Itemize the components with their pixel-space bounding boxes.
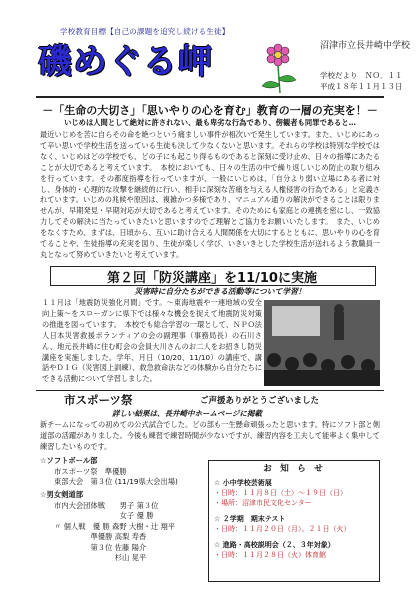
notice-item [214, 514, 374, 534]
article2-body: １１月は「地震防災強化月間」です。～東海地震や一連地域の安全向上策～をスローガンに県下では様々な機会を捉えて地震防災対策の推進を図っています。 本校でも総合学習の一環として、ＮＰＯ法人日本災害救援ボランティアの会の副理事（事務局長）の石川さん、地元長井崎に住む町会の会員大川さんのお二人をお招きし防災講座を実施しました。学年、月日（10/20、11/10）の講座で、講話やＤＩＧ（災害図上訓練）、救急救命法などの体験から自分たちにできる活動について学習しました。 [42, 298, 262, 384]
kendo-result: 第３位 佐藤 陽介 [54, 542, 147, 552]
article3-subheadline: 詳しい結果は、長井崎中ホームページに掲載 [112, 409, 262, 418]
notice-item-detail: ・日時：１１月２８日（火）体育館 [214, 551, 326, 559]
issue-date: 平成１８年１１月１３日 [320, 82, 403, 91]
article1-headline: －「生命の大切さ」「思いやりの心を育む」教育の一層の充実を！－ [42, 104, 378, 117]
article1-subheadline: いじめは人間として絶対に許されない、最も卑劣な行為であり、傍観者も同罪であると… [64, 118, 356, 127]
disaster-lecture-photo [264, 300, 380, 386]
notice-item [214, 478, 374, 508]
notice-item [214, 540, 374, 560]
kendo-result: 〃 個人戦 優 勝 森野 大樹・辻 翔平 [54, 521, 176, 531]
notice-item-detail: ・日時：１１月８日（土）～１９日（日） [214, 489, 347, 497]
notice-item-detail: ・場所：沼津市民文化センター [214, 499, 312, 507]
notice-title: お 知 ら せ [263, 464, 323, 474]
newsletter-title: 磯めぐる岬 [38, 42, 213, 82]
classroom-photo-icon [264, 300, 380, 386]
softball-result: 東部大会 第３位 (11/19県大会出場) [54, 477, 178, 486]
softball-title: ☆ソフトボール部 [40, 456, 98, 465]
notice-item-label: ☆ 進路・高校説明会（２、３年対象） [214, 541, 335, 549]
kendo-result: 杉山 晃平 [54, 553, 147, 562]
divider [36, 390, 384, 391]
article3-headline: 市スポーツ祭 [64, 393, 133, 407]
notice-item-label: ☆ 小中学校芸術展 [214, 479, 272, 487]
article2-subheadline: 災害時に自分たちができる活動等について学習！ [134, 287, 306, 296]
kendo-result: 準優勝 高梨 寿香 [54, 532, 147, 541]
flower-icon [258, 38, 306, 94]
article1-body: 最近いじめを苦に自らその命を絶つという痛ましい事件が相次いで発生しています。また、いじめにあって辛い思いで学校生活を送っている生徒も決して少なくないと思います。それらの学校は特別な学校ではなく、いじめはどの学校でも、どの子にも起こり得るものであると深刻に受け止め、日々の指導にあたることが大切であると考えています。 本校においても、日々の生活の中で繰り返しいじめ防止の取り組みを行っています。その都度指導を行っていますが、一般にいじめは、「自分より弱い立場にある者に対し、身体的・心理的な攻撃を継続的に行い、相手に深刻な苦痛を与える人権侵害の行為である」と定義されています。いじめの兆候や原因は、複雑かつ多様であり、マニュアル通りの解決ができることは限りませんが、早期発見・早期対応が大切であると考えています。そのためにも家庭との連携を密にし、一致協力してその解決に当たっていきたいと思いますのでご理解とご協力をお願いいたします。 また、いじめをなくすため、まずは、日頃から、互いに助け合える人間関係を大切にするとともに、思いやりの心を育てることや、生徒指導の充実を図り、生徒が楽しく学び、いきいきとした学校生活が送れるよう教職員一丸となって努めていきたいと考えています。 [40, 130, 380, 259]
kendo-result: 市内大会団体戦 男子 第３位 [54, 500, 159, 510]
article3-body: 新チームになっての初めての公式試合でした。どの部も一生懸命頑張ったと思います。特にソフト部と剣道部の活躍がありました。今後も練習で練習時間が少ないですが、練習内容を工夫して能率よく集中して練習したいものです。 [40, 420, 380, 451]
issue-number: 学校だより ＮＯ．１１ [320, 71, 403, 80]
school-motto: 学校教育目標【自己の課題を追究し続ける生徒】 [60, 27, 230, 36]
kendo-section [40, 490, 205, 564]
article3-headline2: ご声援ありがとうございました [200, 396, 320, 406]
issue-info [320, 70, 403, 92]
notice-item-detail: ・日時：１１月２０日（月）、２１日（火） [214, 525, 351, 533]
softball-result: 市スポーツ祭 準優勝 [54, 466, 127, 476]
kendo-result: 女子 優 勝 [54, 511, 154, 520]
article2-headline: 第２回「防災講座」を11/10に実施 [107, 271, 317, 286]
divider [36, 96, 384, 98]
notice-list [214, 478, 374, 560]
softball-section [40, 456, 205, 488]
notice-item-label: ☆ ２学期 期末テスト [214, 515, 286, 523]
kendo-title: ☆男女剣道部 [40, 490, 84, 499]
school-name: 沼津市立長井崎中学校 [320, 41, 411, 51]
